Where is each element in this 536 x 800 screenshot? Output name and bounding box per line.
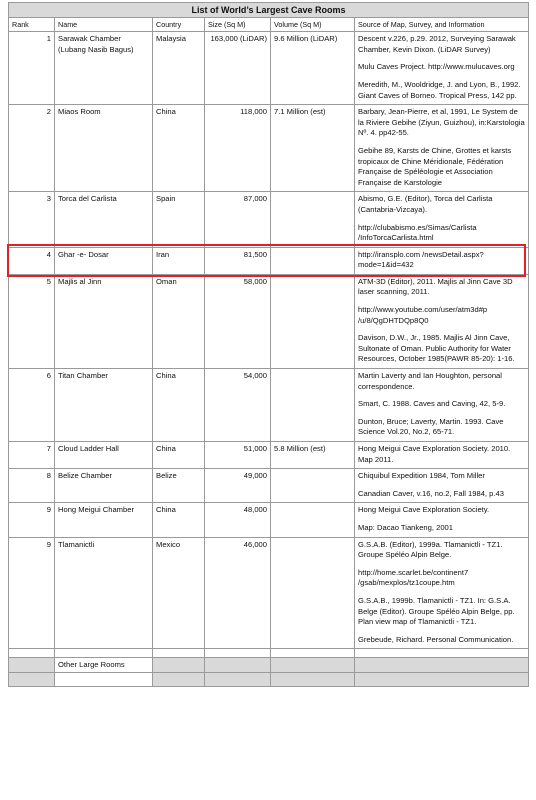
source-entry: Dunton, Bruce; Laverty, Martin. 1993. Cave Science Vol.20, No.2, 65-71. <box>358 416 504 437</box>
source-entry: Hong Meigui Cave Exploration Society. <box>358 505 490 515</box>
header-source: Source of Map, Survey, and Information <box>355 17 529 32</box>
rank-cell: 4 <box>9 247 55 274</box>
source-cell <box>355 469 529 503</box>
source-entry: Hong Meigui Cave Exploration Society. 2010. Map 2011. <box>358 444 511 464</box>
source-entry: Barbary, Jean-Pierre, et al, 1991, Le System de la Riviere Gebihe (Ziyun, Guizhou), in:Karstologia Nº. 4. pp42-55. <box>358 107 525 138</box>
source-cell <box>355 537 529 649</box>
volume-cell <box>271 503 355 537</box>
volume-cell <box>271 537 355 649</box>
source-entry: Davison, D.W., Jr., 1985. Majlis Al Jinn Cave, Sultonate of Oman. Public Authority for Water Resources, October 1985(PAWR 85-20): 1-16. <box>358 333 515 364</box>
size-cell: 58,000 <box>205 274 271 368</box>
source-entry: Canadian Caver, v.16, no.2, Fall 1984, p.43 <box>358 488 504 498</box>
source-entry: http://clubabismo.es/Simas/Carlista /InfoTorcaCarlista.html <box>358 222 477 243</box>
source-entry: Map: Dacao Tiankeng, 2001 <box>358 522 453 532</box>
table-row <box>9 32 529 105</box>
table-row <box>9 192 529 247</box>
source-entry: Martin Laverty and Ian Houghton, personal correspondence. <box>358 371 502 391</box>
header-size: Size (Sq M) <box>205 17 271 32</box>
cave-rooms-table <box>8 2 529 687</box>
source-cell <box>355 369 529 442</box>
header-volume: Volume (Sq M) <box>271 17 355 32</box>
volume-cell <box>271 274 355 368</box>
name-cell: Ghar -e- Dosar <box>55 247 153 274</box>
source-entry: ATM-3D (Editor), 2011. Majlis al Jinn Cave 3D laser scanning, 2011. <box>358 276 513 297</box>
source-entry: Chiquibul Expedition 1984, Tom Miller <box>358 471 485 481</box>
source-entry: Smart, C. 1988. Caves and Caving, 42, 5-9. <box>358 399 506 409</box>
spacer-row <box>9 649 529 658</box>
source-entry: http://iransplo.com /newsDetail.aspx?mode=1&id=432 <box>358 249 484 270</box>
source-cell <box>355 247 529 274</box>
rank-cell: 5 <box>9 274 55 368</box>
country-cell: China <box>153 369 205 442</box>
size-cell: 118,000 <box>205 105 271 192</box>
header-rank: Rank <box>9 17 55 32</box>
table-row <box>9 247 529 274</box>
source-entry: Descent v.226, p.29. 2012, Surveying Sarawak Chamber, Kevin Dixon. (LiDAR Survey) <box>358 34 516 54</box>
source-entry: Gebihe 89, Karsts de Chine, Grottes et karsts tropicaux de Chine Méridionale, Fédération Française de Spéléologie et Association Française de Karstologie <box>358 145 512 187</box>
source-cell <box>355 442 529 469</box>
other-rooms-row <box>9 658 529 673</box>
volume-cell <box>271 369 355 442</box>
source-cell <box>355 503 529 537</box>
header-country: Country <box>153 17 205 32</box>
name-cell: Cloud Ladder Hall <box>55 442 153 469</box>
country-cell: Malaysia <box>153 32 205 105</box>
source-cell <box>355 192 529 247</box>
source-entry: http://home.scarlet.be/continent7 /gsab/mexplos/tz1coupe.htm <box>358 567 469 588</box>
volume-cell: 5.8 Million (est) <box>271 442 355 469</box>
name-cell: Tlamanictli <box>55 537 153 649</box>
source-entry: Mulu Caves Project. http://www.mulucaves.org <box>358 62 515 72</box>
name-cell: Hong Meigui Chamber <box>55 503 153 537</box>
size-cell: 163,000 (LiDAR) <box>205 32 271 105</box>
size-cell: 46,000 <box>205 537 271 649</box>
source-entry: Meredith, M., Wooldridge, J. and Lyon, B., 1992. Giant Caves of Borneo. Tropical Press, 142 pp. <box>358 79 521 100</box>
rank-cell: 6 <box>9 369 55 442</box>
rank-cell: 9 <box>9 537 55 649</box>
name-cell: Majlis al Jinn <box>55 274 153 368</box>
source-entry: G.S.A.B. (Editor), 1999a. Tlamanictli - TZ1. Groupe Spéléo Alpin Belge. <box>358 539 503 560</box>
other-rooms-label: Other Large Rooms <box>55 658 153 673</box>
volume-cell: 9.6 Million (LiDAR) <box>271 32 355 105</box>
table-row <box>9 105 529 192</box>
name-cell: Belize Chamber <box>55 469 153 503</box>
trailing-row <box>9 672 529 686</box>
volume-cell <box>271 469 355 503</box>
source-entry: http://www.youtube.com/user/atm3d#p /u/8/QgDHTDQp8Q0 <box>358 305 488 325</box>
size-cell: 51,000 <box>205 442 271 469</box>
table-row <box>9 442 529 469</box>
name-cell: Sarawak Chamber (Lubang Nasib Bagus) <box>55 32 153 105</box>
header-row <box>9 17 529 32</box>
country-cell: Iran <box>153 247 205 274</box>
cave-rooms-sheet <box>8 2 528 687</box>
table-title: List of World’s Largest Cave Rooms <box>9 3 529 18</box>
source-entry: Abismo, G.E. (Editor), Torca del Carlista (Cantabria-Vizcaya). <box>358 194 493 214</box>
table-row <box>9 503 529 537</box>
source-entry: Grebeude, Richard. Personal Communication. <box>358 634 514 644</box>
name-cell: Miaos Room <box>55 105 153 192</box>
rank-cell: 8 <box>9 469 55 503</box>
country-cell: China <box>153 442 205 469</box>
country-cell: Spain <box>153 192 205 247</box>
rank-cell: 9 <box>9 503 55 537</box>
source-cell <box>355 274 529 368</box>
table-row <box>9 537 529 649</box>
volume-cell <box>271 247 355 274</box>
source-cell <box>355 32 529 105</box>
rank-cell: 7 <box>9 442 55 469</box>
country-cell: China <box>153 105 205 192</box>
rank-cell: 1 <box>9 32 55 105</box>
country-cell: Belize <box>153 469 205 503</box>
size-cell: 54,000 <box>205 369 271 442</box>
name-cell: Titan Chamber <box>55 369 153 442</box>
rank-cell: 2 <box>9 105 55 192</box>
table-row <box>9 369 529 442</box>
country-cell: Mexico <box>153 537 205 649</box>
table-title-row <box>9 3 529 18</box>
header-name: Name <box>55 17 153 32</box>
source-cell <box>355 105 529 192</box>
name-cell: Torca del Carlista <box>55 192 153 247</box>
size-cell: 49,000 <box>205 469 271 503</box>
country-cell: Oman <box>153 274 205 368</box>
size-cell: 81,500 <box>205 247 271 274</box>
volume-cell <box>271 192 355 247</box>
volume-cell: 7.1 Million (est) <box>271 105 355 192</box>
table-row <box>9 469 529 503</box>
country-cell: China <box>153 503 205 537</box>
size-cell: 48,000 <box>205 503 271 537</box>
rank-cell: 3 <box>9 192 55 247</box>
size-cell: 87,000 <box>205 192 271 247</box>
source-entry: G.S.A.B., 1999b. Tlamanictli - TZ1. In: G.S.A. Belge (Editor). Groupe Spéléo Alpin Belge, pp. Plan view map of Tlamanictli - TZ1. <box>358 595 515 627</box>
table-row <box>9 274 529 368</box>
